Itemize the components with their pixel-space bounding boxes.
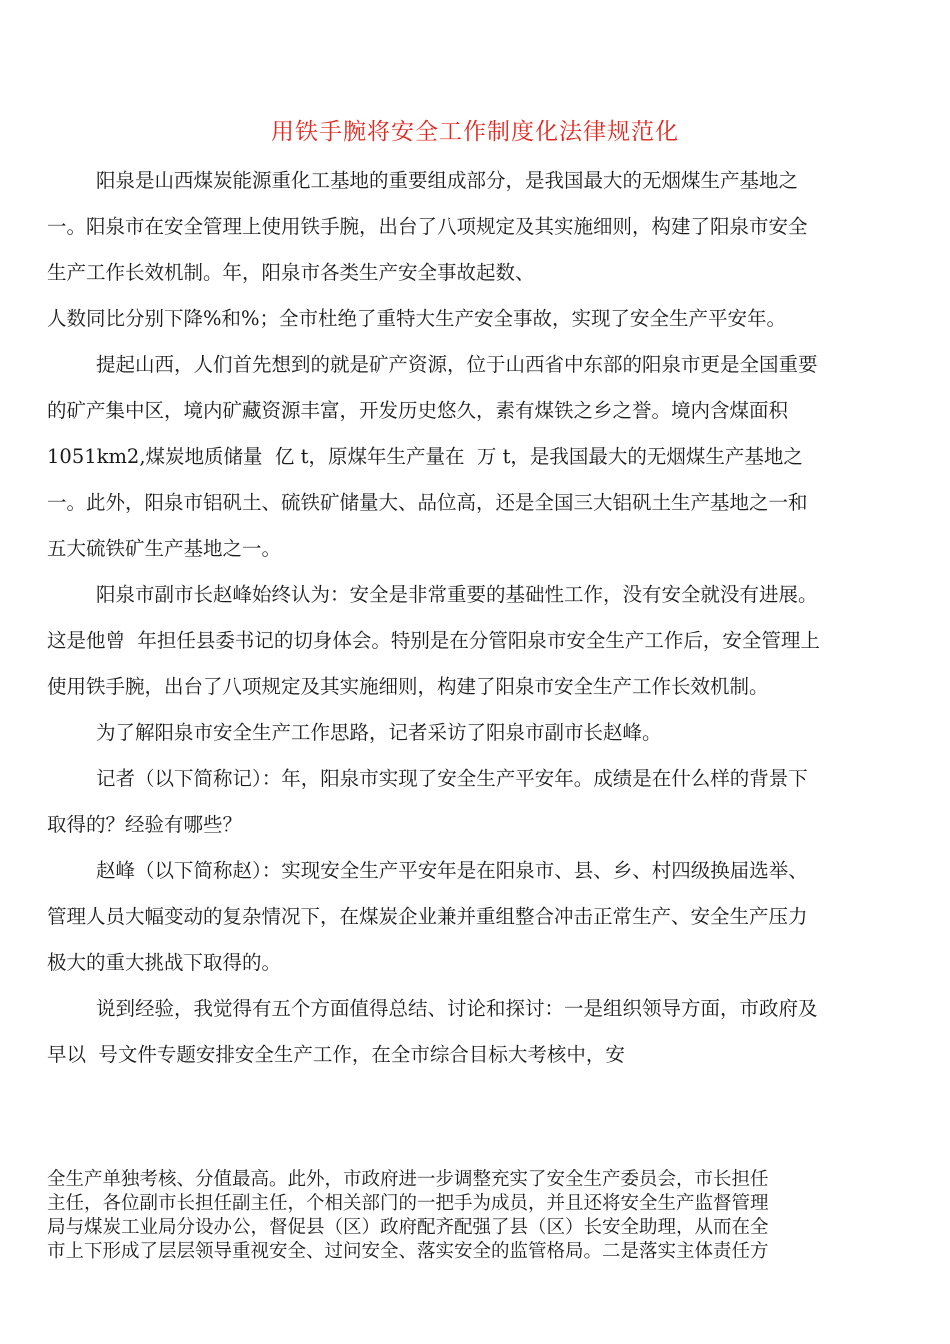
paragraph-line: 人数同比分别下降%和%；全市杜绝了重特大生产安全事故，实现了安全生产平安年。 bbox=[47, 307, 787, 330]
paragraph-line: 阳泉市副市长赵峰始终认为：安全是非常重要的基础性工作，没有安全就没有进展。 bbox=[96, 583, 818, 606]
paragraph-line: 这是他曾 年担任县委书记的切身体会。特别是在分管阳泉市安全生产工作后，安全管理上 bbox=[47, 629, 820, 652]
paragraph-line: 为了解阳泉市安全生产工作思路，记者采访了阳泉市副市长赵峰。 bbox=[96, 721, 662, 744]
paragraph-line: 取得的？经验有哪些？ bbox=[47, 813, 243, 836]
paragraph-line: 一。此外，阳泉市铝矾土、硫铁矿储量大、品位高，还是全国三大铝矾土生产基地之一和 bbox=[47, 491, 808, 514]
paragraph-line: 赵峰（以下简称赵）：实现安全生产平安年是在阳泉市、县、乡、村四级换届选举、 bbox=[96, 859, 808, 882]
paragraph-line: 说到经验，我觉得有五个方面值得总结、讨论和探讨：一是组织领导方面，市政府及 bbox=[96, 997, 818, 1020]
paragraph-line: 使用铁手腕，出台了八项规定及其实施细则，构建了阳泉市安全生产工作长效机制。 bbox=[47, 675, 769, 698]
paragraph-line: 五大硫铁矿生产基地之一。 bbox=[47, 537, 282, 560]
paragraph-line: 一。阳泉市在安全管理上使用铁手腕，出台了八项规定及其实施细则，构建了阳泉市安全 bbox=[47, 215, 808, 238]
continuation-line: 局与煤炭工业局分设办公，督促县（区）政府配齐配强了县（区）长安全助理，从而在全 bbox=[47, 1217, 769, 1238]
continuation-line: 主任，各位副市长担任副主任，个相关部门的一把手为成员，并且还将安全生产监督管理 bbox=[47, 1193, 769, 1214]
paragraph-line: 极大的重大挑战下取得的。 bbox=[47, 951, 282, 974]
paragraph-line: 的矿产集中区，境内矿藏资源丰富，开发历史悠久，素有煤铁之乡之誉。境内含煤面积 bbox=[47, 399, 789, 422]
continuation-line: 市上下形成了层层领导重视安全、过问安全、落实安全的监管格局。二是落实主体责任方 bbox=[47, 1241, 769, 1262]
paragraph-line: 早以 号文件专题安排安全生产工作，在全市综合目标大考核中，安 bbox=[47, 1043, 625, 1066]
paragraph-line: 提起山西，人们首先想到的就是矿产资源，位于山西省中东部的阳泉市更是全国重要 bbox=[96, 353, 818, 376]
paragraph-line: 管理人员大幅变动的复杂情况下，在煤炭企业兼并重组整合冲击正常生产、安全生产压力 bbox=[47, 905, 808, 928]
document-title: 用铁手腕将安全工作制度化法律规范化 bbox=[271, 119, 679, 145]
continuation-line: 全生产单独考核、分值最高。此外，市政府进一步调整充实了安全生产委员会，市长担任 bbox=[47, 1169, 769, 1190]
paragraph-line: 阳泉是山西煤炭能源重化工基地的重要组成部分，是我国最大的无烟煤生产基地之 bbox=[96, 169, 799, 192]
paragraph-line: 记者（以下简称记）：年，阳泉市实现了安全生产平安年。成绩是在什么样的背景下 bbox=[96, 767, 808, 790]
paragraph-line: 1051km2,煤炭地质储量 亿 t，原煤年生产量在 万 t，是我国最大的无烟煤生产基地之 bbox=[47, 445, 803, 468]
paragraph-line: 生产工作长效机制。年，阳泉市各类生产安全事故起数、 bbox=[47, 261, 535, 284]
